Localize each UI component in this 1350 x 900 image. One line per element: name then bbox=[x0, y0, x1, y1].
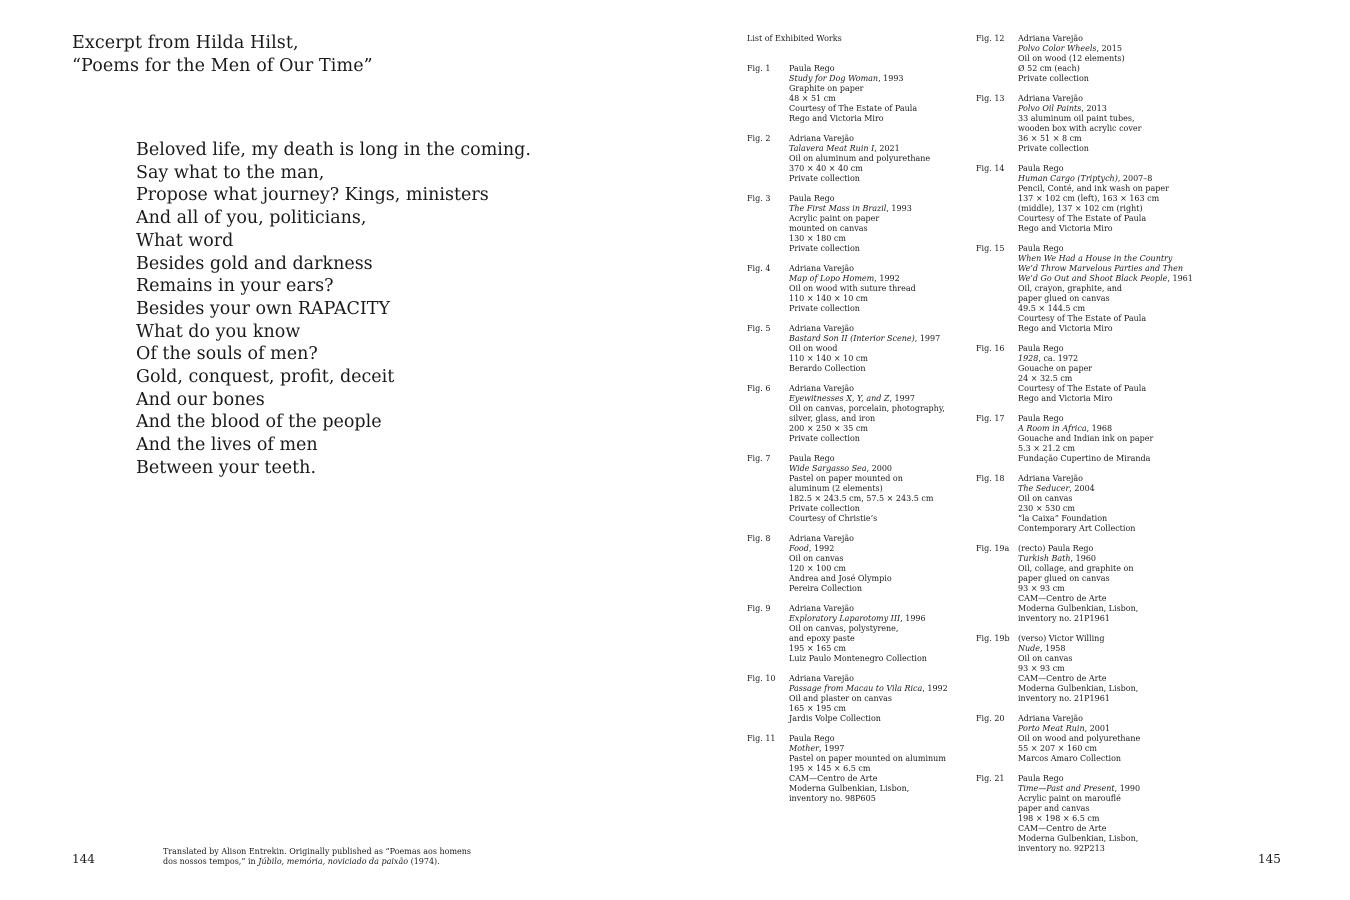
work-detail-line: Moderna Gulbenkian, Lisbon, bbox=[1018, 604, 1139, 613]
work-title-text: The First Mass in Brazil bbox=[789, 204, 887, 213]
work-detail-line: Rego and Victoria Miro bbox=[1018, 324, 1113, 333]
work-detail-line: Oil on canvas bbox=[1018, 494, 1073, 503]
work-details bbox=[1018, 714, 1193, 764]
work-details bbox=[1018, 544, 1193, 624]
work-detail-line: Private collection bbox=[789, 434, 860, 443]
work-detail-line: Rego and Victoria Miro bbox=[789, 114, 884, 123]
work-details bbox=[789, 534, 948, 594]
work-detail-line: 24 × 32.5 cm bbox=[1018, 374, 1073, 383]
poem-line: And the lives of men bbox=[136, 435, 318, 456]
work-title-text: Human Cargo (Triptych) bbox=[1018, 174, 1118, 183]
work-details bbox=[1018, 244, 1193, 334]
work-detail-line: 36 × 51 × 8 cm bbox=[1018, 134, 1082, 143]
work-detail-line: Oil on wood and polyurethane bbox=[1018, 734, 1141, 743]
artist-name: Paula Rego bbox=[1018, 164, 1064, 173]
figure-number: Fig. 8 bbox=[747, 534, 771, 543]
work-detail-line: Oil on canvas bbox=[1018, 654, 1073, 663]
work-detail-line: CAM—Centro de Arte bbox=[1018, 594, 1107, 603]
artist-name: Adriana Varejão bbox=[789, 674, 854, 683]
work-detail-line: 130 × 180 cm bbox=[789, 234, 846, 243]
work-detail-line: Acrylic paint on marouflé bbox=[1018, 794, 1121, 803]
work-details bbox=[789, 194, 948, 254]
work-detail-line: (middle), 137 × 102 cm (right) bbox=[1018, 204, 1143, 213]
poem-line: What word bbox=[136, 230, 234, 251]
works-column-1 bbox=[747, 64, 948, 804]
artist-name: Paula Rego bbox=[1018, 414, 1064, 423]
page-number-right: 145 bbox=[1258, 852, 1281, 866]
work-detail-line: Oil on wood with suture thread bbox=[789, 284, 916, 293]
artist-name: Adriana Varejão bbox=[789, 324, 854, 333]
work-year: , 1993 bbox=[878, 74, 904, 83]
work-title bbox=[789, 144, 948, 154]
work-year: , 1968 bbox=[1086, 424, 1113, 433]
work-year: , 1997 bbox=[914, 334, 941, 343]
work-detail-line: mounted on canvas bbox=[789, 224, 868, 233]
work-details bbox=[1018, 774, 1193, 854]
artist-name: Adriana Varejão bbox=[789, 264, 854, 273]
work-title-text: Wide Sargasso Sea bbox=[789, 464, 867, 473]
work-detail-line: silver, glass, and iron bbox=[789, 414, 876, 423]
work-title-text: Time—Past and Present bbox=[1018, 784, 1115, 793]
work-detail-line: aluminum (2 elements) bbox=[789, 484, 883, 493]
work-title-text: A Room in Africa bbox=[1018, 424, 1087, 433]
work-detail-line: 195 × 165 cm bbox=[789, 644, 846, 653]
poem-line: Of the souls of men? bbox=[136, 344, 318, 365]
figure-number: Fig. 5 bbox=[747, 324, 771, 333]
credit-text: dos nossos tempos,” in bbox=[163, 857, 259, 866]
work-detail-line: Acrylic paint on paper bbox=[789, 214, 880, 223]
work-details bbox=[789, 324, 948, 374]
exhibited-work-entry bbox=[747, 384, 948, 444]
artist-name: Paula Rego bbox=[789, 734, 835, 743]
figure-number: Fig. 17 bbox=[976, 414, 1005, 423]
poem-line: And all of you, politicians, bbox=[136, 208, 367, 229]
work-detail-line: Pastel on paper mounted on aluminum bbox=[789, 754, 946, 763]
work-detail-line: Pereira Collection bbox=[789, 584, 863, 593]
work-details bbox=[789, 384, 948, 444]
work-detail-line: Courtesy of The Estate of Paula bbox=[1018, 314, 1147, 323]
work-detail-line: inventory no. 21P1961 bbox=[1018, 694, 1110, 703]
work-detail-line: Berardo Collection bbox=[789, 364, 866, 373]
figure-number: Fig. 13 bbox=[976, 94, 1005, 103]
work-title-text: Turkish Bath bbox=[1018, 554, 1071, 563]
figure-number: Fig. 9 bbox=[747, 604, 771, 613]
work-detail-line: Oil on wood (12 elements) bbox=[1018, 54, 1125, 63]
work-detail-line: Moderna Gulbenkian, Lisbon, bbox=[789, 784, 910, 793]
artist-name: Paula Rego bbox=[1018, 344, 1064, 353]
credit-line: Translated by Alison Entrekin. Originally published as “Poemas aos homens bbox=[163, 847, 472, 856]
figure-number: Fig. 7 bbox=[747, 454, 771, 463]
figure-number: Fig. 18 bbox=[976, 474, 1005, 483]
work-details bbox=[1018, 34, 1193, 84]
work-title-text: Mother bbox=[789, 744, 819, 753]
work-year: , 1993 bbox=[886, 204, 912, 213]
work-detail-line: Private collection bbox=[789, 174, 860, 183]
work-year: , 1992 bbox=[922, 684, 948, 693]
work-detail-line: inventory no. 98P605 bbox=[789, 794, 876, 803]
work-details bbox=[1018, 634, 1193, 704]
exhibited-work-entry bbox=[747, 134, 948, 184]
work-year: , 2015 bbox=[1096, 44, 1122, 53]
works-column-2 bbox=[976, 34, 1193, 854]
work-detail-line: Courtesy of The Estate of Paula bbox=[1018, 214, 1147, 223]
work-detail-line: inventory no. 92P213 bbox=[1018, 844, 1105, 853]
work-details bbox=[789, 734, 948, 804]
work-title-text: Nude bbox=[1018, 644, 1041, 653]
work-detail-line: Pastel on paper mounted on bbox=[789, 474, 903, 483]
work-detail-line: Contemporary Art Collection bbox=[1018, 524, 1136, 533]
poem-line: Between your teeth. bbox=[136, 457, 317, 478]
work-year: , 1958 bbox=[1040, 644, 1066, 653]
figure-number: Fig. 3 bbox=[747, 194, 771, 203]
figure-number: Fig. 12 bbox=[976, 34, 1005, 43]
work-title-text: Food bbox=[789, 544, 809, 553]
artist-name: (verso) Victor Willing bbox=[1018, 634, 1105, 643]
work-detail-line: 110 × 140 × 10 cm bbox=[789, 294, 868, 303]
work-detail-line: Gouache and Indian ink on paper bbox=[1018, 434, 1154, 443]
work-detail-line: inventory no. 21P1961 bbox=[1018, 614, 1110, 623]
figure-number: Fig. 1 bbox=[747, 64, 771, 73]
work-detail-line: Rego and Victoria Miro bbox=[1018, 394, 1113, 403]
page-number-left: 144 bbox=[72, 852, 95, 866]
work-detail-line: Marcos Amaro Collection bbox=[1018, 754, 1122, 763]
artist-name: Adriana Varejão bbox=[789, 604, 854, 613]
poem-line: Say what to the man, bbox=[136, 162, 325, 183]
work-detail-line: Courtesy of Christie’s bbox=[789, 514, 878, 523]
work-detail-line: CAM—Centro de Arte bbox=[1018, 674, 1107, 683]
work-detail-line: paper and canvas bbox=[1018, 804, 1090, 813]
work-title bbox=[1018, 274, 1193, 284]
work-details bbox=[789, 64, 948, 124]
exhibited-work-entry bbox=[976, 34, 1193, 84]
artist-name: Paula Rego bbox=[1018, 244, 1064, 253]
work-title-text: Polvo Oil Paints bbox=[1018, 104, 1082, 113]
work-detail-line: Rego and Victoria Miro bbox=[1018, 224, 1113, 233]
work-title bbox=[789, 334, 948, 344]
work-title bbox=[789, 394, 948, 404]
work-title-line: When We Had a House in the Country bbox=[1018, 254, 1173, 263]
artist-name: Paula Rego bbox=[1018, 774, 1064, 783]
work-title bbox=[1018, 644, 1193, 654]
work-detail-line: Private collection bbox=[1018, 144, 1089, 153]
work-year: , 1990 bbox=[1114, 784, 1141, 793]
exhibited-work-entry bbox=[747, 64, 948, 124]
work-year: , 1997 bbox=[818, 744, 845, 753]
artist-name: Paula Rego bbox=[789, 64, 835, 73]
work-title-text: We’d Go Out and Shoot Black People bbox=[1018, 274, 1168, 283]
figure-number: Fig. 21 bbox=[976, 774, 1005, 783]
work-title bbox=[1018, 44, 1193, 54]
figure-number: Fig. 16 bbox=[976, 344, 1005, 353]
work-detail-line: Courtesy of The Estate of Paula bbox=[789, 104, 918, 113]
work-detail-line: 93 × 93 cm bbox=[1018, 664, 1065, 673]
work-detail-line: 198 × 198 × 6.5 cm bbox=[1018, 814, 1100, 823]
work-title-text: 1928 bbox=[1018, 354, 1039, 363]
work-details bbox=[1018, 94, 1193, 154]
work-details bbox=[789, 454, 948, 524]
poem-line: Propose what journey? Kings, ministers bbox=[136, 185, 489, 206]
work-detail-line: Oil on canvas bbox=[789, 554, 844, 563]
exhibited-work-entry bbox=[747, 604, 948, 664]
work-detail-line: Private collection bbox=[789, 504, 860, 513]
work-detail-line: Oil and plaster on canvas bbox=[789, 694, 892, 703]
work-year: , 1961 bbox=[1167, 274, 1193, 283]
work-year: , ca. 1972 bbox=[1038, 354, 1079, 363]
work-title bbox=[789, 544, 948, 554]
artist-name: (recto) Paula Rego bbox=[1018, 544, 1094, 553]
exhibited-work-entry bbox=[747, 674, 948, 724]
credit-text: (1974). bbox=[408, 857, 440, 866]
artist-name: Adriana Varejão bbox=[1018, 714, 1083, 723]
artist-name: Adriana Varejão bbox=[789, 384, 854, 393]
work-detail-line: Jardis Volpe Collection bbox=[789, 714, 881, 723]
work-year: , 1992 bbox=[808, 544, 835, 553]
work-detail-line: 182.5 × 243.5 cm, 57.5 × 243.5 cm bbox=[789, 494, 934, 503]
work-detail-line: Courtesy of The Estate of Paula bbox=[1018, 384, 1147, 393]
work-year: , 1960 bbox=[1070, 554, 1096, 563]
work-detail-line: Fundação Cupertino de Miranda bbox=[1018, 454, 1151, 463]
work-title-text: Polvo Color Wheels bbox=[1018, 44, 1097, 53]
work-title-text: Bastard Son II (Interior Scene) bbox=[789, 334, 915, 343]
work-detail-line: 48 × 51 cm bbox=[789, 94, 836, 103]
work-title-text: Map of Lopo Homem bbox=[789, 274, 875, 283]
poem-line: Remains in your ears? bbox=[136, 276, 334, 297]
work-year: , 1992 bbox=[874, 274, 900, 283]
work-year: , 2013 bbox=[1081, 104, 1107, 113]
work-detail-line: 120 × 100 cm bbox=[789, 564, 846, 573]
work-detail-line: Andrea and José Olympio bbox=[789, 574, 892, 583]
exhibited-work-entry bbox=[747, 194, 948, 254]
work-detail-line: Luiz Paulo Montenegro Collection bbox=[789, 654, 927, 663]
exhibited-work-entry bbox=[976, 164, 1193, 234]
work-detail-line: and epoxy paste bbox=[789, 634, 855, 643]
work-details bbox=[789, 674, 948, 724]
exhibited-work-entry bbox=[747, 264, 948, 314]
figure-number: Fig. 20 bbox=[976, 714, 1005, 723]
exhibited-work-entry bbox=[976, 244, 1193, 334]
work-year: , 2000 bbox=[866, 464, 893, 473]
work-detail-line: Gouache on paper bbox=[1018, 364, 1093, 373]
figure-number: Fig. 19a bbox=[976, 544, 1010, 553]
artist-name: Adriana Varejão bbox=[1018, 34, 1083, 43]
work-title bbox=[789, 464, 948, 474]
work-detail-line: Oil on canvas, porcelain, photography, bbox=[789, 404, 945, 413]
poem-line: Gold, conquest, profit, deceit bbox=[136, 367, 395, 388]
work-detail-line: Oil, collage, and graphite on bbox=[1018, 564, 1134, 573]
figure-number: Fig. 4 bbox=[747, 264, 771, 273]
work-title bbox=[1018, 484, 1193, 494]
work-title-text: Passage from Macau to Vila Rica bbox=[789, 684, 923, 693]
work-title-text: Talavera Meat Ruin I bbox=[789, 144, 875, 153]
artist-name: Adriana Varejão bbox=[789, 134, 854, 143]
work-details bbox=[1018, 344, 1193, 404]
poem-line: Besides your own RAPACITY bbox=[136, 298, 391, 319]
poem-line: Besides gold and darkness bbox=[136, 253, 373, 274]
work-title bbox=[1018, 784, 1193, 794]
work-detail-line: 200 × 250 × 35 cm bbox=[789, 424, 868, 433]
work-detail-line: CAM—Centro de Arte bbox=[1018, 824, 1107, 833]
work-details bbox=[1018, 164, 1193, 234]
figure-number: Fig. 14 bbox=[976, 164, 1005, 173]
work-detail-line: 93 × 93 cm bbox=[1018, 584, 1065, 593]
work-year: , 2004 bbox=[1069, 484, 1095, 493]
work-year: , 2021 bbox=[874, 144, 900, 153]
exhibited-work-entry bbox=[747, 734, 948, 804]
work-title bbox=[789, 204, 948, 214]
work-title bbox=[1018, 354, 1193, 364]
work-detail-line: Moderna Gulbenkian, Lisbon, bbox=[1018, 684, 1139, 693]
work-title-text: Study for Dog Woman bbox=[789, 74, 879, 83]
artist-name: Adriana Varejão bbox=[1018, 94, 1083, 103]
work-detail-line: Private collection bbox=[789, 304, 860, 313]
work-detail-line: Private collection bbox=[789, 244, 860, 253]
work-title-text: The Seducer bbox=[1018, 484, 1070, 493]
work-title bbox=[1018, 174, 1193, 184]
work-title bbox=[789, 684, 948, 694]
exhibited-work-entry bbox=[976, 714, 1193, 764]
work-title bbox=[1018, 554, 1193, 564]
artist-name: Paula Rego bbox=[789, 454, 835, 463]
exhibited-work-entry bbox=[747, 534, 948, 594]
work-detail-line: 370 × 40 × 40 cm bbox=[789, 164, 863, 173]
work-title bbox=[789, 614, 948, 624]
poem-line: And our bones bbox=[136, 389, 265, 410]
work-year: , 1997 bbox=[889, 394, 915, 403]
work-detail-line: 55 × 207 × 160 cm bbox=[1018, 744, 1097, 753]
poem-line: What do you know bbox=[136, 321, 301, 342]
figure-number: Fig. 15 bbox=[976, 244, 1005, 253]
figure-number: Fig. 19b bbox=[976, 634, 1010, 643]
exhibited-works-heading: List of Exhibited Works bbox=[747, 34, 842, 43]
work-title bbox=[789, 74, 948, 84]
work-detail-line: Oil on wood bbox=[789, 344, 838, 353]
work-details bbox=[1018, 414, 1193, 464]
work-title-text: Porto Meat Ruin bbox=[1018, 724, 1085, 733]
work-year: , 2007–8 bbox=[1117, 174, 1153, 183]
work-details bbox=[789, 134, 948, 184]
artist-name: Adriana Varejão bbox=[1018, 474, 1083, 483]
exhibited-work-entry bbox=[976, 94, 1193, 154]
exhibited-work-entry bbox=[976, 474, 1193, 534]
work-detail-line: CAM—Centro de Arte bbox=[789, 774, 878, 783]
work-detail-line: paper glued on canvas bbox=[1018, 574, 1110, 583]
work-detail-line: 49.5 × 144.5 cm bbox=[1018, 304, 1086, 313]
work-title bbox=[789, 744, 948, 754]
work-detail-line: Oil on aluminum and polyurethane bbox=[789, 154, 931, 163]
figure-number: Fig. 2 bbox=[747, 134, 771, 143]
work-title bbox=[1018, 104, 1193, 114]
poem bbox=[136, 139, 531, 480]
credit-book-title: Júbilo, memória, noviciado da paixão bbox=[258, 857, 409, 866]
exhibited-work-entry bbox=[747, 454, 948, 524]
translation-credit bbox=[163, 847, 503, 867]
work-title-line: We’d Throw Marvelous Parties and Then bbox=[1018, 264, 1183, 273]
work-detail-line: Private collection bbox=[1018, 74, 1089, 83]
work-details bbox=[1018, 474, 1193, 534]
figure-number: Fig. 10 bbox=[747, 674, 776, 683]
work-detail-line: 33 aluminum oil paint tubes, bbox=[1018, 114, 1135, 123]
work-detail-line: 165 × 195 cm bbox=[789, 704, 846, 713]
work-detail-line: 5.3 × 21.2 cm bbox=[1018, 444, 1075, 453]
work-year: , 1996 bbox=[900, 614, 926, 623]
work-detail-line: 195 × 145 × 6.5 cm bbox=[789, 764, 871, 773]
work-title-text: Exploratory Laparotomy III bbox=[789, 614, 901, 623]
work-detail-line: Ø 52 cm (each) bbox=[1018, 64, 1080, 73]
work-title bbox=[1018, 424, 1193, 434]
work-details bbox=[789, 264, 948, 314]
work-detail-line: Oil on canvas, polystyrene, bbox=[789, 624, 899, 633]
work-detail-line: paper glued on canvas bbox=[1018, 294, 1110, 303]
poem-line: Beloved life, my death is long in the coming. bbox=[136, 140, 531, 160]
work-year: , 2001 bbox=[1084, 724, 1111, 733]
work-title bbox=[1018, 724, 1193, 734]
excerpt-title bbox=[72, 32, 373, 78]
figure-number: Fig. 11 bbox=[747, 734, 776, 743]
title-line: Excerpt from Hilda Hilst, bbox=[72, 33, 299, 53]
work-detail-line: Oil, crayon, graphite, and bbox=[1018, 284, 1123, 293]
work-title-text: Eyewitnesses X, Y, and Z bbox=[789, 394, 890, 403]
work-detail-line: Graphite on paper bbox=[789, 84, 864, 93]
work-title bbox=[789, 274, 948, 284]
work-detail-line: Moderna Gulbenkian, Lisbon, bbox=[1018, 834, 1139, 843]
work-detail-line: 137 × 102 cm (left), 163 × 163 cm bbox=[1018, 194, 1160, 203]
exhibited-work-entry bbox=[976, 414, 1193, 464]
poem-line: And the blood of the people bbox=[136, 412, 382, 433]
work-detail-line: 230 × 530 cm bbox=[1018, 504, 1075, 513]
work-details bbox=[789, 604, 948, 664]
exhibited-work-entry bbox=[747, 324, 948, 374]
exhibited-work-entry bbox=[976, 634, 1193, 704]
work-detail-line: 110 × 140 × 10 cm bbox=[789, 354, 868, 363]
work-detail-line: Pencil, Conté, and ink wash on paper bbox=[1018, 184, 1169, 193]
title-line: “Poems for the Men of Our Time” bbox=[72, 56, 373, 76]
exhibited-work-entry bbox=[976, 544, 1193, 624]
exhibited-work-entry bbox=[976, 344, 1193, 404]
artist-name: Adriana Varejão bbox=[789, 534, 854, 543]
work-detail-line: “la Caixa” Foundation bbox=[1018, 514, 1108, 523]
figure-number: Fig. 6 bbox=[747, 384, 771, 393]
artist-name: Paula Rego bbox=[789, 194, 835, 203]
exhibited-work-entry bbox=[976, 774, 1193, 854]
work-detail-line: wooden box with acrylic cover bbox=[1018, 124, 1142, 133]
